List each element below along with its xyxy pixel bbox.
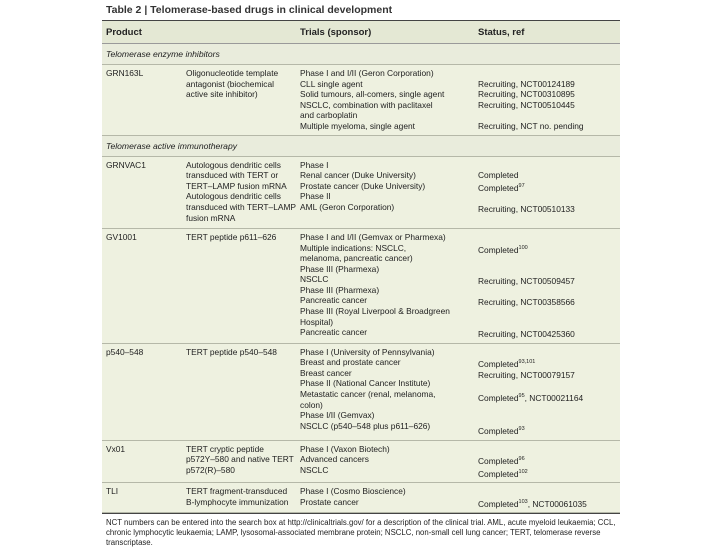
cell-status: [478, 160, 620, 225]
description-line: [186, 232, 300, 243]
status-line: [478, 297, 620, 308]
trial-line: [300, 306, 478, 317]
status-line: [478, 243, 620, 255]
trial-line: [300, 444, 478, 455]
status-line: [478, 444, 620, 455]
status-reference: 100: [518, 244, 528, 251]
trial-text: Solid tumours, all-comers, single agent: [300, 89, 445, 100]
status-line: [478, 357, 620, 369]
trial-line: [300, 274, 478, 285]
status-line: [478, 287, 620, 298]
cell-status: [478, 68, 620, 132]
trial-text: Metastatic cancer (renal, melanoma,: [300, 389, 436, 400]
table-header: [102, 21, 620, 44]
description-text: TERT peptide p611–626: [186, 231, 277, 242]
status-line: [478, 89, 620, 100]
trial-text: Multiple indications: NSCLC,: [300, 242, 407, 253]
description-line: [186, 181, 300, 192]
table-title: Table 2 | Telomerase-based drugs in clinical development: [102, 0, 620, 21]
description-line: [186, 454, 300, 465]
description-text: p572(R)–580: [186, 464, 235, 475]
status-text: Completed: [478, 182, 519, 193]
cell-description: [186, 232, 300, 340]
trial-text: CLL single agent: [300, 78, 363, 89]
trial-line: [300, 421, 478, 432]
trial-line: [300, 160, 478, 171]
trial-line: [300, 368, 478, 379]
description-line: [186, 79, 300, 90]
trial-text: Renal cancer (Duke University): [300, 170, 416, 181]
status-line: [478, 329, 620, 340]
trial-line: [300, 317, 478, 328]
status-text: Recruiting, NCT00124189: [478, 78, 575, 89]
cell-product: GV1001: [106, 231, 137, 242]
trial-line: [300, 410, 478, 421]
trial-line: [300, 357, 478, 368]
description-line: [186, 347, 300, 358]
trial-text: Pancreatic cancer: [300, 327, 368, 338]
description-text: fusion mRNA: [186, 212, 236, 223]
table-row: [102, 441, 620, 483]
status-text: Recruiting, NCT no. pending: [478, 120, 584, 131]
description-text: TERT–LAMP fusion mRNA: [186, 180, 287, 191]
trial-line: [300, 110, 478, 121]
description-line: [186, 213, 300, 224]
trial-line: [300, 89, 478, 100]
cell-trials: [300, 232, 478, 340]
status-line: [478, 110, 620, 121]
status-reference: 102: [518, 468, 528, 475]
cell-trials: [300, 444, 478, 479]
trial-line: [300, 486, 478, 497]
status-reference: 96: [518, 456, 525, 463]
trial-text: Phase III (Pharmexa): [300, 263, 380, 274]
description-text: TERT fragment-transduced: [186, 486, 288, 497]
status-reference: 95: [518, 392, 525, 399]
status-text: Recruiting, NCT00509457: [478, 276, 575, 287]
trial-text: Phase II (National Cancer Institute): [300, 378, 431, 389]
trial-line: [300, 295, 478, 306]
trial-line: [300, 389, 478, 400]
status-text: Completed: [478, 392, 519, 403]
trial-text: Phase I: [300, 159, 329, 170]
status-line: [478, 160, 620, 171]
trial-text: Hospital): [300, 316, 334, 327]
status-reference: 97: [518, 182, 525, 189]
status-line: [478, 454, 620, 466]
trial-text: Breast and prostate cancer: [300, 357, 401, 368]
trial-line: [300, 400, 478, 411]
trial-text: and carboplatin: [300, 110, 358, 121]
description-text: Autologous dendritic cells: [186, 191, 281, 202]
drug-table: [102, 21, 620, 513]
status-line: [478, 424, 620, 436]
status-text: Completed: [478, 456, 519, 467]
description-text: p572Y–580 and native TERT: [186, 454, 294, 465]
header-product: Product: [106, 26, 142, 38]
status-line: [478, 214, 620, 225]
status-line: [478, 276, 620, 287]
description-line: [186, 486, 300, 497]
table-figure: [102, 0, 620, 548]
trial-text: Phase I (Vaxon Biotech): [300, 443, 390, 454]
trial-text: Phase I and I/II (Gemvax or Pharmexa): [300, 231, 446, 242]
status-line: [478, 181, 620, 193]
trial-line: [300, 347, 478, 358]
cell-status: [478, 232, 620, 340]
status-text: Recruiting, NCT00310895: [478, 89, 575, 100]
status-line: [478, 308, 620, 319]
status-text: Recruiting, NCT00510445: [478, 99, 575, 110]
status-tail: , NCT00061035: [527, 498, 587, 509]
description-line: [186, 68, 300, 79]
trial-text: NSCLC: [300, 274, 329, 285]
trial-text: Phase I/II (Gemvax): [300, 410, 375, 421]
status-line: [478, 121, 620, 132]
cell-product: Vx01: [106, 443, 126, 454]
cell-status: [478, 444, 620, 479]
status-line: [478, 193, 620, 204]
cell-status: [478, 347, 620, 437]
trial-line: [300, 497, 478, 508]
trial-line: [300, 264, 478, 275]
trial-line: [300, 327, 478, 338]
status-line: [478, 255, 620, 266]
trial-text: Pancreatic cancer: [300, 295, 368, 306]
description-text: TERT peptide p540–548: [186, 346, 277, 357]
status-line: [478, 391, 620, 403]
trial-text: Phase I and I/II (Geron Corporation): [300, 68, 434, 78]
status-text: Recruiting, NCT00425360: [478, 329, 575, 340]
cell-description: [186, 486, 300, 509]
cell-description: [186, 347, 300, 437]
status-line: [478, 318, 620, 329]
cell-product: p540–548: [106, 346, 144, 357]
trial-line: [300, 243, 478, 254]
trial-line: [300, 465, 478, 476]
trial-line: [300, 213, 478, 224]
description-line: [186, 160, 300, 171]
trial-text: colon): [300, 399, 323, 410]
description-line: [186, 170, 300, 181]
status-reference: 93,101: [518, 359, 536, 366]
status-line: [478, 347, 620, 358]
status-line: [478, 204, 620, 215]
status-text: Completed: [478, 170, 519, 181]
trial-text: Phase I (University of Pennsylvania): [300, 346, 435, 357]
cell-trials: [300, 160, 478, 225]
trial-text: Advanced cancers: [300, 454, 369, 465]
status-text: Recruiting, NCT00358566: [478, 297, 575, 308]
description-text: Autologous dendritic cells: [186, 159, 281, 170]
trial-text: AML (Geron Corporation): [300, 201, 395, 212]
section-enzyme-inhibitors: Telomerase enzyme inhibitors: [102, 44, 620, 65]
trial-text: Multiple myeloma, single agent: [300, 120, 415, 131]
trial-line: [300, 181, 478, 192]
trial-text: NSCLC, combination with paclitaxel: [300, 99, 433, 110]
cell-product: TLI: [106, 486, 119, 497]
status-text: Completed: [478, 468, 519, 479]
cell-trials: [300, 347, 478, 437]
description-line: [186, 465, 300, 476]
cell-description: [186, 68, 300, 132]
status-line: [478, 79, 620, 90]
status-reference: 93: [518, 426, 525, 433]
trial-line: [300, 170, 478, 181]
description-text: TERT cryptic peptide: [186, 443, 264, 454]
description-line: [186, 191, 300, 202]
cell-product: GRN163L: [106, 68, 144, 78]
table-row: [102, 483, 620, 513]
cell-trials: [300, 486, 478, 509]
status-line: [478, 232, 620, 243]
status-line: [478, 467, 620, 479]
cell-description: [186, 444, 300, 479]
status-line: [478, 414, 620, 425]
trial-text: NSCLC: [300, 464, 329, 475]
status-text: Recruiting, NCT00510133: [478, 203, 575, 214]
trial-text: Phase II: [300, 191, 331, 202]
description-text: active site inhibitor): [186, 89, 258, 100]
cell-product: GRNVAC1: [106, 159, 146, 170]
description-line: [186, 89, 300, 100]
table-row: [102, 229, 620, 344]
trial-text: Prostate cancer: [300, 496, 359, 507]
status-text: Completed: [478, 426, 519, 437]
status-tail: , NCT00021164: [524, 392, 584, 403]
trial-text: NSCLC (p540–548 plus p611–626): [300, 420, 431, 431]
status-line: [478, 100, 620, 111]
status-line: [478, 266, 620, 277]
trial-line: [300, 285, 478, 296]
cell-trials: [300, 68, 478, 132]
cell-description: [186, 160, 300, 225]
status-text: Completed: [478, 498, 519, 509]
description-line: [186, 497, 300, 508]
table-footnote: NCT numbers can be entered into the search box at http://clinicaltrials.gov/ for a description of the clinical trial. AML, acute myeloid leukaemia; CCL, chronic lymphocytic leukaemia; LAMP, lysosomal-associated membrane protein; NSCLC, non-small cell lung cancer; TERT, telomerase reverse transcriptase.: [102, 513, 620, 552]
table-row: [102, 157, 620, 229]
trial-line: [300, 232, 478, 243]
status-line: [478, 370, 620, 381]
header-status: Status, ref: [478, 26, 525, 38]
trial-text: melanoma, pancreatic cancer): [300, 253, 413, 264]
status-line: [478, 486, 620, 497]
description-text: transduced with TERT–LAMP: [186, 201, 297, 212]
status-text: Completed: [478, 244, 519, 255]
trial-line: [300, 191, 478, 202]
trial-line: [300, 79, 478, 90]
trial-line: [300, 454, 478, 465]
status-line: [478, 68, 620, 79]
trial-line: [300, 378, 478, 389]
status-line: [478, 170, 620, 181]
status-reference: 103: [518, 498, 528, 505]
description-line: [186, 444, 300, 455]
trial-text: Phase I (Cosmo Bioscience): [300, 486, 406, 497]
section-immunotherapy: Telomerase active immunotherapy: [102, 136, 620, 157]
trial-line: [300, 68, 478, 79]
trial-text: Phase III (Pharmexa): [300, 284, 380, 295]
header-trials: Trials (sponsor): [300, 26, 372, 38]
description-line: [186, 202, 300, 213]
description-text: Oligonucleotide template: [186, 68, 279, 78]
description-text: B-lymphocyte immunization: [186, 496, 289, 507]
trial-line: [300, 202, 478, 213]
trial-line: [300, 100, 478, 111]
status-line: [478, 380, 620, 391]
status-line: [478, 497, 620, 509]
status-text: Recruiting, NCT00079157: [478, 369, 575, 380]
trial-line: [300, 121, 478, 132]
description-text: transduced with TERT or: [186, 170, 279, 181]
table-row: [102, 344, 620, 441]
trial-text: Breast cancer: [300, 367, 352, 378]
cell-status: [478, 486, 620, 509]
status-text: Completed: [478, 359, 519, 370]
trial-line: [300, 253, 478, 264]
trial-text: Phase III (Royal Liverpool & Broadgreen: [300, 306, 450, 317]
status-line: [478, 403, 620, 414]
description-text: antagonist (biochemical: [186, 78, 274, 89]
trial-text: Prostate cancer (Duke University): [300, 180, 426, 191]
table-row: [102, 65, 620, 136]
